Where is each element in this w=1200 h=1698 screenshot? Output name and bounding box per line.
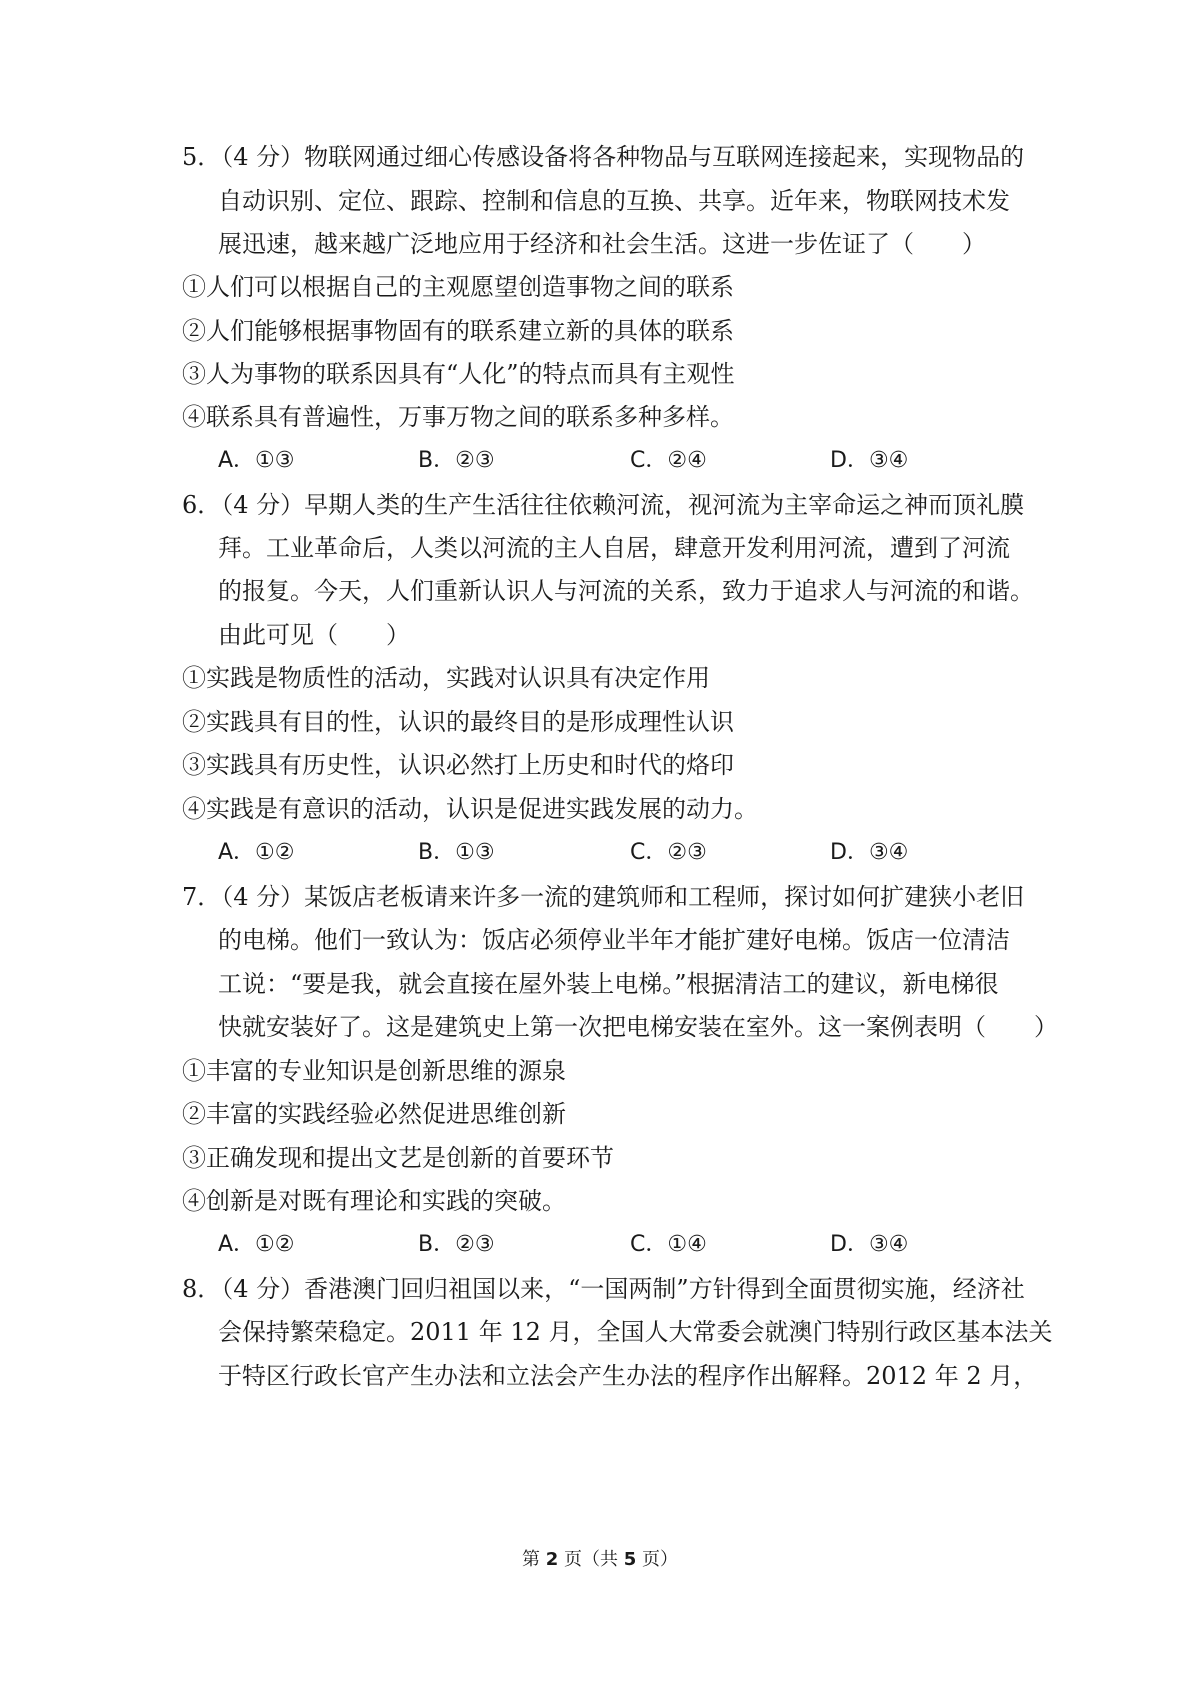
q8-stem-line-1: 8．（4 分）香港澳门回归祖国以来，“一国两制”方针得到全面贯彻实施，经济社 <box>182 1275 1025 1303</box>
footer-middle: 页（共 <box>564 1549 618 1570</box>
q6-statement-2: ②实践具有目的性，认识的最终目的是形成理性认识 <box>182 708 734 736</box>
q7-statement-4: ④创新是对既有理论和实践的突破。 <box>182 1187 566 1215</box>
q5-option-d: D．③④ <box>830 448 909 473</box>
q7-option-c: C．①④ <box>630 1232 707 1257</box>
q5-option-a: A．①③ <box>218 448 295 473</box>
q5-option-c: C．②④ <box>630 448 707 473</box>
q6-statement-4: ④实践是有意识的活动，认识是促进实践发展的动力。 <box>182 795 758 823</box>
q5-stem-line-3: 展迅速，越来越广泛地应用于经济和社会生活。这进一步佐证了（ ） <box>218 230 986 258</box>
q8-stem-line-3: 于特区行政长官产生办法和立法会产生办法的程序作出解释。2012 年 2 月， <box>218 1362 1038 1390</box>
q5-stem-line-2: 自动识别、定位、跟踪、控制和信息的互换、共享。近年来，物联网技术发 <box>218 187 1010 215</box>
q7-option-d: D．③④ <box>830 1232 909 1257</box>
q8-stem-line-2: 会保持繁荣稳定。2011 年 12 月，全国人大常委会就澳门特别行政区基本法关 <box>218 1318 1053 1346</box>
q7-stem-line-3: 工说：“要是我，就会直接在屋外装上电梯。”根据清洁工的建议，新电梯很 <box>218 970 999 998</box>
page-footer <box>0 1548 1200 1572</box>
q7-option-b: B．②③ <box>418 1232 495 1257</box>
q7-stem-line-2: 的电梯。他们一致认为：饭店必须停业半年才能扩建好电梯。饭店一位清洁 <box>218 926 1010 954</box>
q6-stem-line-2: 拜。工业革命后，人类以河流的主人自居，肆意开发利用河流，遭到了河流 <box>218 534 1010 562</box>
q7-statement-2: ②丰富的实践经验必然促进思维创新 <box>182 1100 566 1128</box>
q7-stem-line-4: 快就安装好了。这是建筑史上第一次把电梯安装在室外。这一案例表明（ ） <box>218 1013 1058 1041</box>
q6-stem-line-4: 由此可见（ ） <box>218 621 410 649</box>
q6-statement-3: ③实践具有历史性，认识必然打上历史和时代的烙印 <box>182 751 734 779</box>
q7-option-a: A．①② <box>218 1232 295 1257</box>
footer-suffix: 页） <box>642 1549 678 1570</box>
footer-page-number: 2 <box>545 1549 559 1570</box>
q5-statement-3: ③人为事物的联系因具有“人化”的特点而具有主观性 <box>182 360 735 388</box>
footer-total-pages: 5 <box>623 1549 637 1570</box>
q6-stem-line-3: 的报复。今天，人们重新认识人与河流的关系，致力于追求人与河流的和谐。 <box>218 577 1034 605</box>
q6-option-d: D．③④ <box>830 840 909 865</box>
q7-stem-line-1: 7．（4 分）某饭店老板请来许多一流的建筑师和工程师，探讨如何扩建狭小老旧 <box>182 883 1025 911</box>
q6-option-a: A．①② <box>218 840 295 865</box>
q5-statement-1: ①人们可以根据自己的主观愿望创造事物之间的联系 <box>182 273 734 301</box>
footer-prefix: 第 <box>522 1549 540 1570</box>
q6-statement-1: ①实践是物质性的活动，实践对认识具有决定作用 <box>182 664 710 692</box>
q6-stem-line-1: 6．（4 分）早期人类的生产生活往往依赖河流，视河流为主宰命运之神而顶礼膜 <box>182 491 1025 519</box>
q6-option-b: B．①③ <box>418 840 495 865</box>
q6-option-c: C．②③ <box>630 840 707 865</box>
q7-statement-3: ③正确发现和提出文艺是创新的首要环节 <box>182 1144 614 1172</box>
q5-statement-2: ②人们能够根据事物固有的联系建立新的具体的联系 <box>182 317 734 345</box>
q5-stem-line-1: 5．（4 分）物联网通过细心传感设备将各种物品与互联网连接起来，实现物品的 <box>182 143 1025 171</box>
q5-option-b: B．②③ <box>418 448 495 473</box>
q5-statement-4: ④联系具有普遍性，万事万物之间的联系多种多样。 <box>182 403 734 431</box>
q7-statement-1: ①丰富的专业知识是创新思维的源泉 <box>182 1057 566 1085</box>
